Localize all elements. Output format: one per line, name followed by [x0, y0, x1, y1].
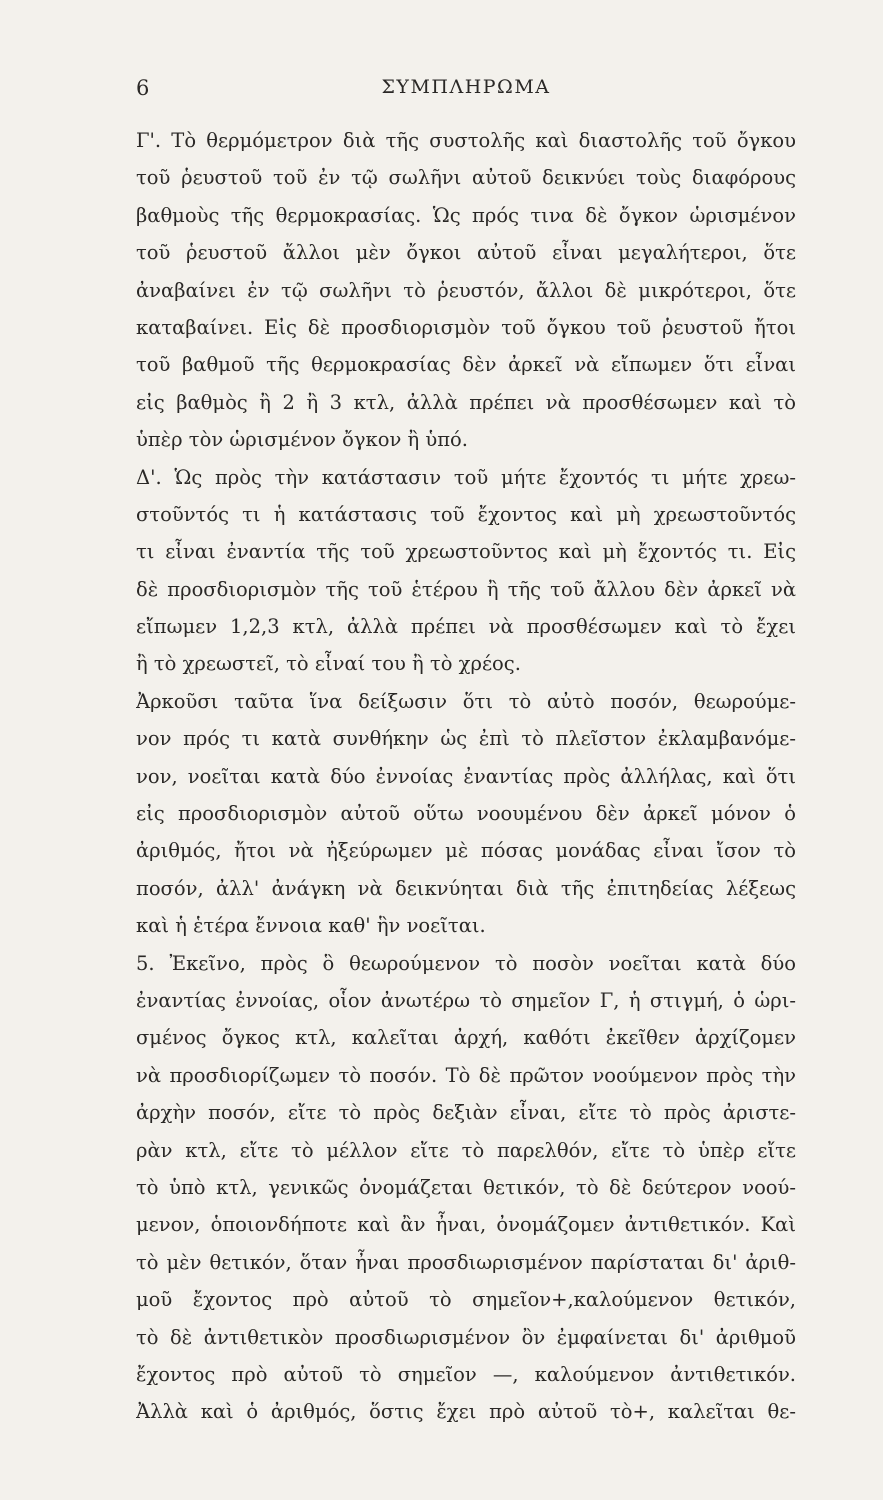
text-line: τοῦ ῥευστοῦ τοῦ ἐν τῷ σωλῆνι αὐτοῦ δεικνύει τοὺς διαφόρους [136, 166, 796, 190]
text-line: καὶ ἡ ἑτέρα ἔννοια καθ' ἣν νοεῖται. [136, 914, 486, 938]
text-line: νον, νοεῖται κατὰ δύο ἐννοίας ἐναντίας πρὸς ἀλλήλας, καὶ ὅτι [136, 764, 796, 788]
text-line: τοῦ ῥευστοῦ ἄλλοι μὲν ὄγκοι αὐτοῦ εἶναι μεγαλήτεροι, ὅτε [136, 241, 796, 265]
text-line: Δ'. Ὡς πρὸς τὴν κατάστασιν τοῦ μήτε ἔχοντός τι μήτε χρεω- [136, 465, 796, 489]
text-line: μοῦ ἔχοντος πρὸ αὐτοῦ τὸ σημεῖον+,καλούμενον θετικόν, [136, 1288, 796, 1312]
text-line: τὸ ὑπὸ κτλ, γενικῶς ὀνομάζεται θετικόν, τὸ δὲ δεύτερον νοού- [136, 1175, 796, 1199]
text-line: τὸ μὲν θετικόν, ὅταν ἦναι προσδιωρισμένον παρίσταται δι' ἀριθ- [136, 1250, 796, 1274]
text-line: ἔχοντος πρὸ αὐτοῦ τὸ σημεῖον —, καλούμενον ἀντιθετικόν. [136, 1362, 796, 1386]
text-line: Ἀρκοῦσι ταῦτα ἵνα δείξωσιν ὅτι τὸ αὐτὸ ποσόν, θεωρούμε- [136, 689, 796, 713]
text-line: τι εἶναι ἐναντία τῆς τοῦ χρεωστοῦντος καὶ μὴ ἔχοντός τι. Εἰς [136, 540, 796, 564]
body-text [136, 122, 796, 1431]
text-line: νον πρός τι κατὰ συνθήκην ὡς ἐπὶ τὸ πλεῖστον ἐκλαμβανόμε- [136, 727, 796, 751]
text-line: ἀναβαίνει ἐν τῷ σωλῆνι τὸ ῥευστόν, ἄλλοι δὲ μικρότεροι, ὅτε [136, 278, 796, 302]
text-line: Ἀλλὰ καὶ ὁ ἀριθμός, ὅστις ἔχει πρὸ αὐτοῦ τὸ+, καλεῖται θε- [136, 1400, 796, 1424]
text-line: εἰς προσδιορισμὸν αὐτοῦ οὕτω νοουμένου δὲν ἀρκεῖ μόνον ὁ [136, 802, 796, 826]
text-line: ἀρχὴν ποσόν, εἴτε τὸ πρὸς δεξιὰν εἶναι, εἴτε τὸ πρὸς ἀριστε- [136, 1101, 796, 1125]
text-line: ἢ τὸ χρεωστεῖ, τὸ εἶναί του ἢ τὸ χρέος. [136, 652, 521, 676]
text-line: σμένος ὄγκος κτλ, καλεῖται ἀρχή, καθότι ἐκεῖθεν ἀρχίζομεν [136, 1026, 796, 1050]
text-line: ἀριθμός, ἤτοι νὰ ἠξεύρωμεν μὲ πόσας μονάδας εἶναι ἴσον τὸ [136, 839, 796, 863]
page-header [136, 76, 796, 106]
text-line: ποσόν, ἀλλ' ἀνάγκη νὰ δεικνύηται διὰ τῆς ἐπιτηδείας λέξεως [136, 876, 796, 900]
text-line: τοῦ βαθμοῦ τῆς θερμοκρασίας δὲν ἀρκεῖ νὰ εἴπωμεν ὅτι εἶναι [136, 353, 796, 377]
text-line: νὰ προσδιορίζωμεν τὸ ποσόν. Τὸ δὲ πρῶτον νοούμενον πρὸς τὴν [136, 1063, 796, 1087]
text-line: ὑπὲρ τὸν ὡρισμένον ὄγκον ἢ ὑπό. [136, 428, 468, 452]
text-line: βαθμοὺς τῆς θερμοκρασίας. Ὡς πρός τινα δὲ ὄγκον ὡρισμένον [136, 203, 796, 227]
text-line: τὸ δὲ ἀντιθετικὸν προσδιωρισμένον ὂν ἐμφαίνεται δι' ἀριθμοῦ [136, 1325, 796, 1349]
text-line: Γ'. Τὸ θερμόμετρον διὰ τῆς συστολῆς καὶ διαστολῆς τοῦ ὄγκου [136, 129, 796, 152]
text-line: δὲ προσδιορισμὸν τῆς τοῦ ἑτέρου ἢ τῆς τοῦ ἄλλου δὲν ἀρκεῖ νὰ [136, 577, 796, 601]
text-line: ρὰν κτλ, εἴτε τὸ μέλλον εἴτε τὸ παρελθόν, εἴτε τὸ ὑπὲρ εἴτε [136, 1138, 796, 1162]
text-line: 5. Ἐκεῖνο, πρὸς ὃ θεωρούμενον τὸ ποσὸν νοεῖται κατὰ δύο [136, 951, 796, 975]
page-number: 6 [136, 76, 150, 100]
text-line: στοῦντός τι ἡ κατάστασις τοῦ ἔχοντος καὶ μὴ χρεωστοῦντός [136, 502, 796, 526]
running-title: ΣΥΜΠΛΗΡΩΜΑ [381, 76, 551, 98]
text-line: εἰς βαθμὸς ἢ 2 ἢ 3 κτλ, ἀλλὰ πρέπει νὰ προσθέσωμεν καὶ τὸ [136, 390, 796, 414]
text-line: καταβαίνει. Εἰς δὲ προσδιορισμὸν τοῦ ὄγκου τοῦ ῥευστοῦ ἤτοι [136, 315, 796, 339]
text-line: εἴπωμεν 1,2,3 κτλ, ἀλλὰ πρέπει νὰ προσθέσωμεν καὶ τὸ ἔχει [136, 615, 796, 639]
text-line: μενον, ὁποιονδήποτε καὶ ἂν ἦναι, ὀνομάζομεν ἀντιθετικόν. Καὶ [136, 1213, 796, 1237]
text-line: ἐναντίας ἐννοίας, οἷον ἀνωτέρω τὸ σημεῖον Γ, ἡ στιγμή, ὁ ὡρι- [136, 988, 796, 1012]
